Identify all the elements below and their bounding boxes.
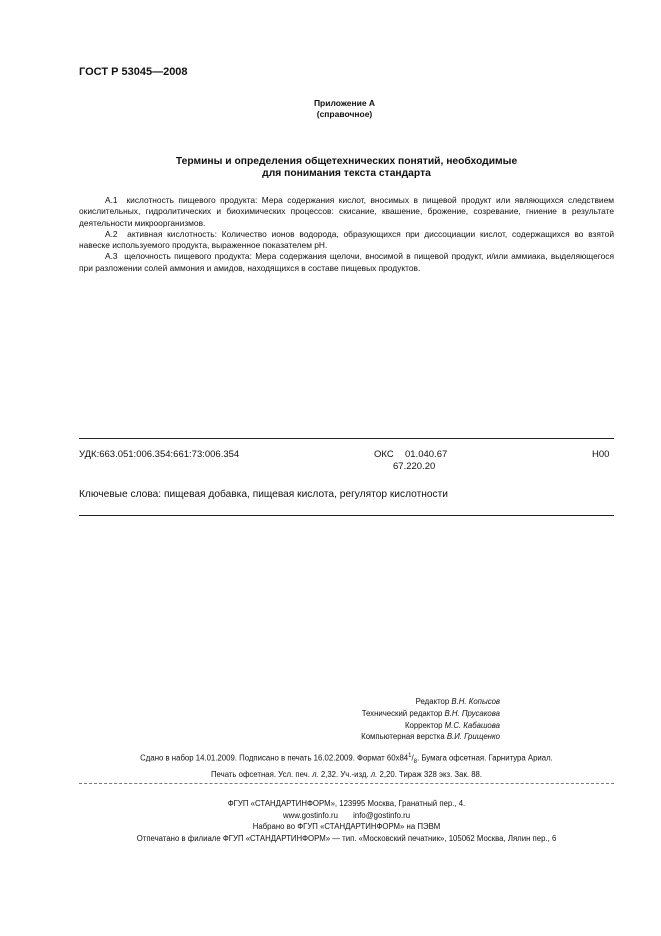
print-line2-c: 2,20. Тираж 328 экз. Зак. 88. [379,769,483,779]
print-details-line-1: Сдано в набор 14.01.2009. Подписано в печать 16.02.2009. Формат $60х84^1/_8$. Бумага офсетная. Гарнитура Ариал. [140,753,553,766]
format-sup: 1 [408,753,412,759]
credits-block [150,696,500,743]
print-details-line-2 [79,769,614,782]
term-definition: : Мера содержания кислот, вносимых в пищевой продукт или являющихся следствием окислительных, гидролитических и биохимических процессов: скисание, квашение, брожение, созревание, гниение в результате деятельности микроорганизмов. [79,195,615,228]
publisher-contacts [79,810,614,822]
credit-role: Компьютерная верстка [361,732,445,742]
oks-code-1: 01.040.67 [405,449,448,460]
term-number: А.2 [105,228,118,239]
oks-label: ОКС [374,449,394,460]
term-number: А.3 [105,251,118,262]
term-name: щелочность пищевого продукта [124,251,250,262]
credit-name: М.С. Кабашова [444,720,500,730]
term-number: А.1 [105,195,118,205]
document-code: ГОСТ Р 53045—2008 [79,66,188,78]
credit-role: Редактор [415,697,450,706]
credit-line [150,696,500,708]
print-line1-prefix: Сдано в набор 14.01.2009. Подписано в печать 16.02.2009. Формат 60х84 [140,753,409,763]
term-paragraph [79,229,614,252]
term-name: кислотность пищевого продукта [126,195,255,205]
credit-role: Технический редактор [361,708,443,718]
printed-note: Отпечатано в филиале ФГУП «СТАНДАРТИНФОРМ» — тип. «Московский печатник», 105062 Москва, Лялин пер., 6 [136,833,557,843]
credit-line [150,731,500,743]
section-title-line-1: Термины и определения общетехнических понятий, необходимые [175,156,518,167]
print-unit-1: л. [312,769,319,779]
credit-name: В.Н. Копысов [451,697,500,706]
email-link[interactable]: info@gostinfo.ru [353,810,411,820]
publisher-address: ФГУП «СТАНДАРТИНФОРМ», 123995 Москва, Гранатный пер., 4. [227,799,466,808]
keywords: Ключевые слова: пищевая добавка, пищевая кислота, регулятор кислотности [79,489,449,500]
term-paragraph [79,251,614,274]
oks-code-2: 67.220.20 [393,461,436,472]
credit-name: В.Н. Прусакова [444,708,500,718]
credit-line [150,708,500,720]
print-unit-2: л. [370,769,378,779]
print-details [79,750,614,781]
appendix-heading [0,98,661,120]
term-definition: : Количество ионов водорода, образующихся при диссоциации кислот, содержащихся во взятой навеске используемого продукта, выраженное показателем pH. [79,228,615,251]
appendix-subtitle: (справочное) [316,109,373,119]
credit-line [150,720,500,732]
typeset-note: Набрано во ФГУП «СТАНДАРТИНФОРМ» на ПЭВМ [252,822,441,832]
website-link[interactable]: www.gostinfo.ru [282,810,338,820]
credit-role: Корректор [404,720,443,730]
dashed-divider [79,783,614,784]
terms-list [79,195,614,274]
term-paragraph [79,195,614,229]
group-code: Н00 [592,449,610,460]
credit-name: В.И. Грищенко [446,732,500,742]
print-line2-a: Печать офсетная. Усл. печ. [210,769,310,779]
term-definition: : Мера содержания щелочи, вносимой в пищевой продукт, и/или аммиака, выделяющегося при разложении солей аммония и амидов, находящихся в составе пищевых продуктов. [79,251,614,273]
format-sub: 8 [413,759,417,766]
print-line2-b: 2,32. Уч.-изд. [320,769,369,779]
print-line1-suffix: . Бумага офсетная. Гарнитура Ариал. [417,753,553,763]
section-title-line-2: для понимания текста стандарта [262,168,431,179]
section-title [79,156,614,180]
term-name: активная кислотность [127,228,215,239]
top-divider [79,438,614,439]
udk-code: УДК:663.051:006.354:661:73:006.354 [79,449,240,460]
publisher-block [79,798,614,844]
appendix-title: Приложение А [313,98,376,108]
bottom-divider [79,515,614,516]
